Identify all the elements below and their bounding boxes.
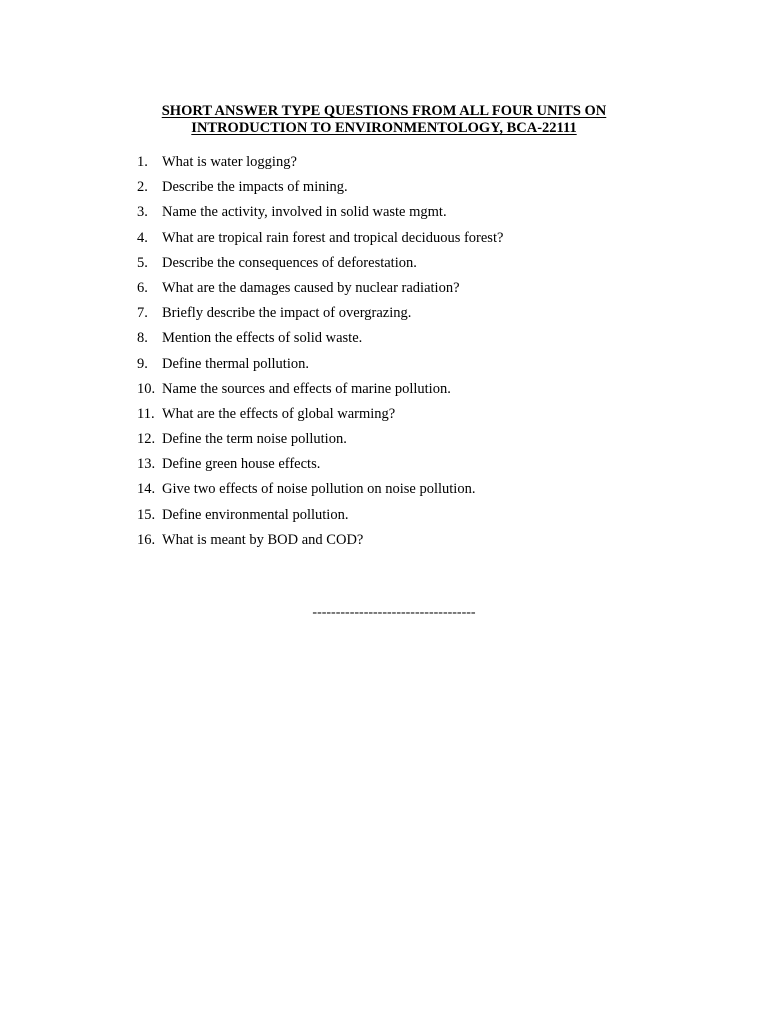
question-item [137,203,503,228]
question-item [137,380,503,405]
question-text: Mention the effects of solid waste. [162,330,363,347]
document-title [0,103,768,137]
question-text: Define environmental pollution. [162,506,349,523]
question-number: 5. [137,254,148,271]
question-text: Describe the impacts of mining. [162,179,348,196]
question-number: 3. [137,204,148,221]
question-item [137,405,503,430]
question-list [137,153,503,556]
question-number: 1. [137,154,148,170]
question-item [137,430,503,455]
question-item [137,531,503,556]
question-text: What are the damages caused by nuclear radiation? [162,279,460,296]
question-number: 8. [137,330,148,347]
question-item [137,455,503,480]
question-text: Define green house effects. [162,456,321,473]
question-text: Define the term noise pollution. [162,431,347,448]
question-item [137,355,503,380]
question-item [137,304,503,329]
title-line-1: SHORT ANSWER TYPE QUESTIONS FROM ALL FOUR UNITS ON [161,103,607,119]
question-text: Briefly describe the impact of overgrazing. [162,305,412,322]
question-item [137,178,503,203]
question-item [137,279,503,304]
question-text: Describe the consequences of deforestation. [162,254,417,271]
question-text: Name the activity, involved in solid waste mgmt. [162,204,447,221]
question-item [137,329,503,354]
question-number: 9. [137,355,148,372]
question-text: Define thermal pollution. [162,355,309,372]
question-text: Give two effects of noise pollution on noise pollution. [162,481,476,498]
title-line-2: INTRODUCTION TO ENVIRONMENTOLOGY, BCA-22111 [191,120,577,136]
question-number: 2. [137,179,148,196]
question-item [137,480,503,505]
question-number: 16. [137,531,156,548]
end-separator: ----------------------------------- [312,605,476,620]
question-item [137,229,503,254]
question-number: 10. [137,380,156,397]
question-text: What is meant by BOD and COD? [162,531,364,548]
question-item [137,506,503,531]
question-number: 13. [137,456,156,473]
question-number: 4. [137,229,148,246]
question-number: 11. [137,405,155,422]
question-number: 7. [137,305,148,322]
question-text: What are tropical rain forest and tropical deciduous forest? [162,229,504,246]
question-text: What is water logging? [162,154,297,170]
question-item [137,254,503,279]
question-number: 12. [137,431,156,448]
question-text: Name the sources and effects of marine pollution. [162,380,451,397]
question-number: 6. [137,279,148,296]
question-number: 15. [137,506,156,523]
question-number: 14. [137,481,156,498]
question-text: What are the effects of global warming? [162,405,396,422]
question-item [137,153,503,178]
